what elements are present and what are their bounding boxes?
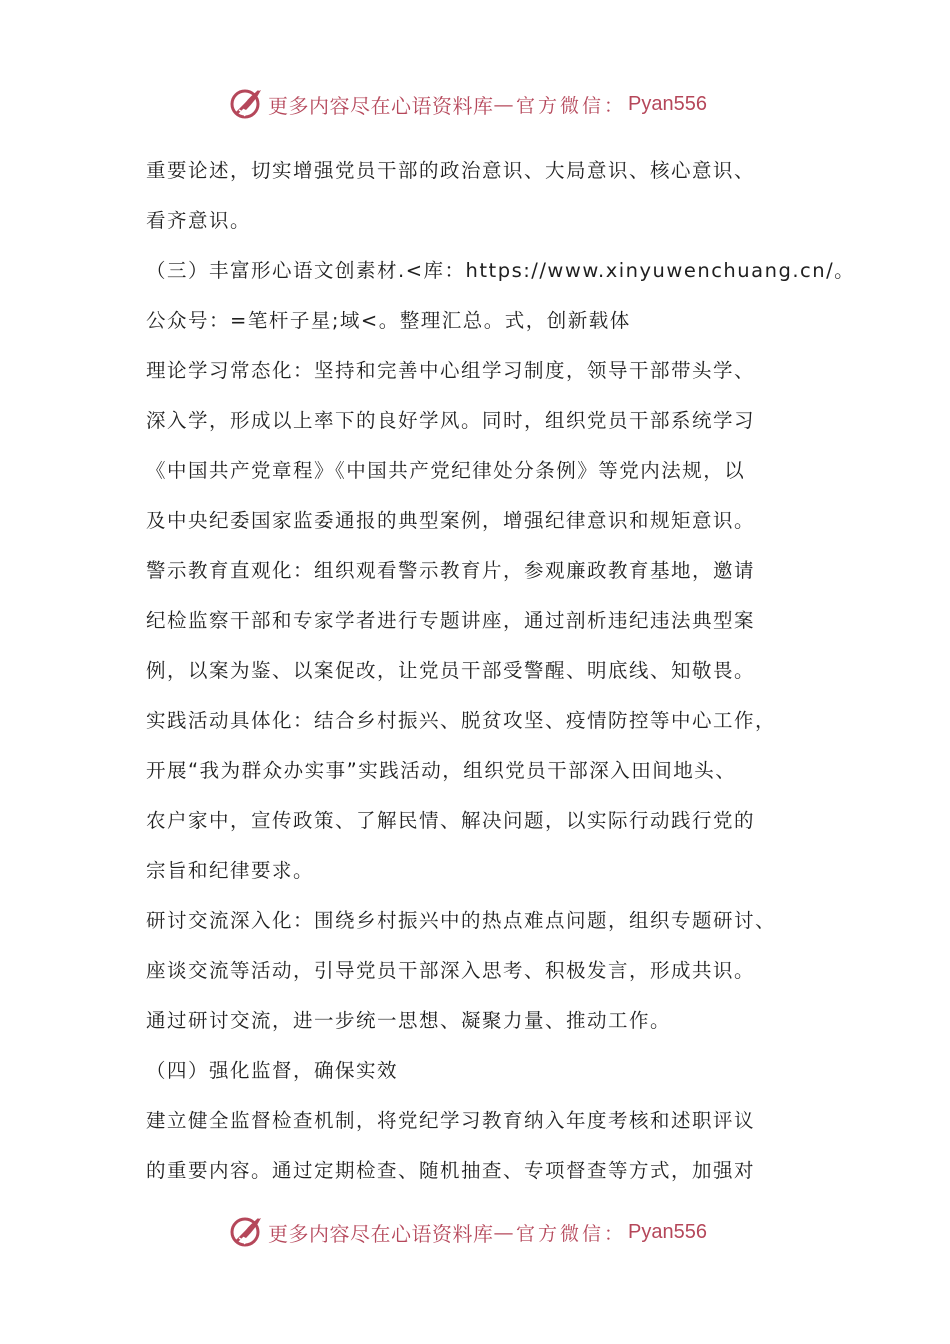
banner-wechat-id: Pyan556 bbox=[628, 1220, 707, 1243]
text-line: 建立健全监督检查机制，将党纪学习教育纳入年度考核和述职评议 bbox=[146, 1109, 756, 1132]
text-line: 纪检监察干部和专家学者进行专题讲座，通过剖析违纪违法典型案 bbox=[146, 609, 756, 632]
text-line: 重要论述，切实增强党员干部的政治意识、大局意识、核心意识、 bbox=[146, 159, 756, 182]
banner-wechat-id: Pyan556 bbox=[628, 92, 707, 115]
text-line: 通过研讨交流，进一步统一思想、凝聚力量、推动工作。 bbox=[146, 1009, 672, 1032]
text-line: 及中央纪委国家监委通报的典型案例，增强纪律意识和规矩意识。 bbox=[146, 509, 756, 532]
quill-logo-icon bbox=[228, 1214, 264, 1250]
banner-brand-text: 更多内容尽在心语资料库 bbox=[268, 93, 494, 118]
text-line: 例，以案为鉴、以案促改，让党员干部受警醒、明底线、知敬畏。 bbox=[146, 659, 756, 682]
text-line: 研讨交流深入化：围绕乡村振兴中的热点难点问题，组织专题研讨、 bbox=[146, 909, 777, 932]
banner-wechat-label: 官方微信： bbox=[516, 1222, 627, 1245]
text-line: 开展“我为群众办实事”实践活动，组织党员干部深入田间地头、 bbox=[146, 759, 737, 782]
text-line: 警示教育直观化：组织观看警示教育片，参观廉政教育基地，邀请 bbox=[146, 559, 756, 582]
banner-dash: — bbox=[493, 92, 514, 116]
text-line: 看齐意识。 bbox=[146, 209, 252, 232]
banner-dash: — bbox=[493, 1220, 514, 1244]
text-line: 深入学，形成以上率下的良好学风。同时，组织党员干部系统学习 bbox=[146, 409, 756, 432]
text-line: （四）强化监督，确保实效 bbox=[146, 1059, 399, 1082]
text-line: 实践活动具体化：结合乡村振兴、脱贫攻坚、疫情防控等中心工作， bbox=[146, 709, 777, 732]
text-line: 座谈交流等活动，引导党员干部深入思考、积极发言，形成共识。 bbox=[146, 959, 756, 982]
text-line: 《中国共产党章程》《中国共产党纪律处分条例》等党内法规，以 bbox=[146, 459, 746, 482]
header-banner bbox=[228, 84, 707, 124]
banner-wechat-label: 官方微信： bbox=[516, 94, 627, 117]
document-body bbox=[146, 146, 856, 1196]
quill-logo-icon bbox=[228, 86, 264, 122]
text-line: 理论学习常态化：坚持和完善中心组学习制度，领导干部带头学、 bbox=[146, 359, 756, 382]
text-line: （三）丰富形心语文创素材.<库：https://www.xinyuwenchuang.cn/。 bbox=[146, 259, 856, 282]
banner-brand-text: 更多内容尽在心语资料库 bbox=[268, 1221, 494, 1246]
footer-banner bbox=[228, 1212, 707, 1252]
text-line: 农户家中，宣传政策、了解民情、解决问题，以实际行动践行党的 bbox=[146, 809, 756, 832]
text-line: 宗旨和纪律要求。 bbox=[146, 859, 315, 882]
text-line: 的重要内容。通过定期检查、随机抽查、专项督查等方式，加强对 bbox=[146, 1159, 756, 1182]
text-line: 公众号：=笔杆子星;域<。整理汇总。式，创新载体 bbox=[146, 309, 631, 332]
